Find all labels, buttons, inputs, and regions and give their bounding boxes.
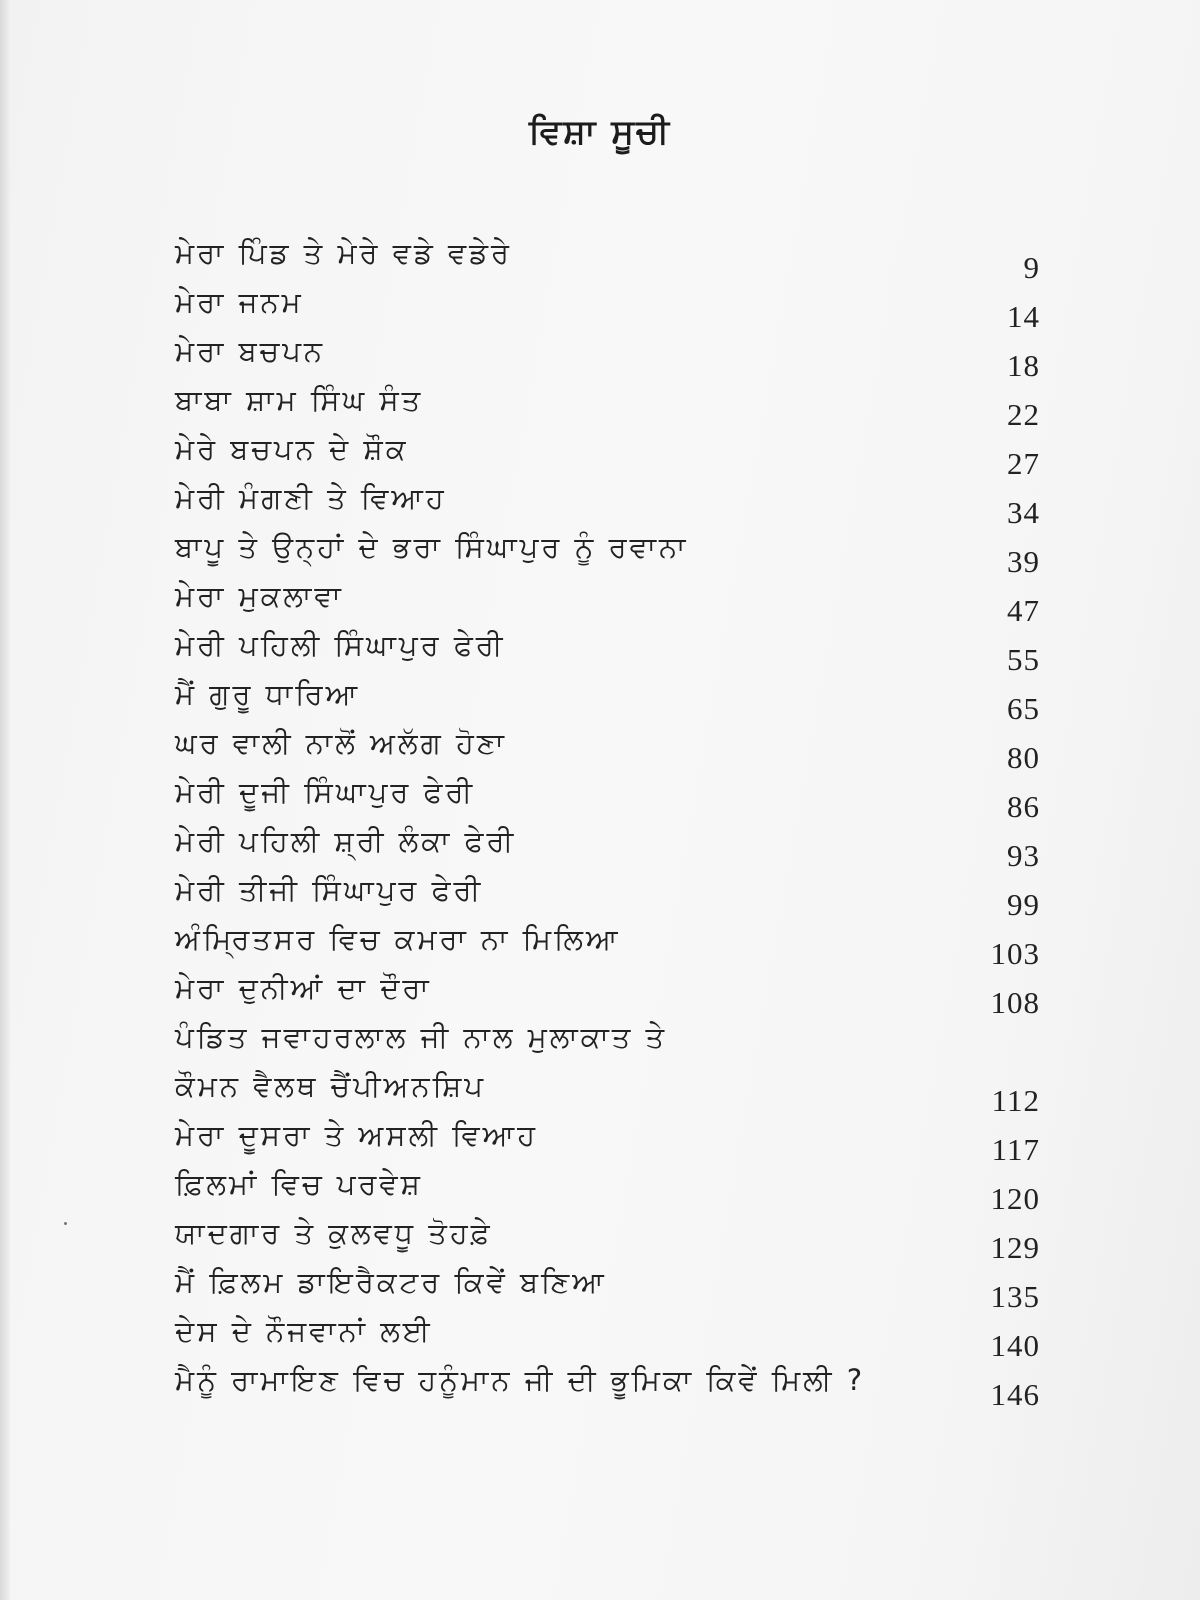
toc-entry-page-number: 86: [1007, 789, 1040, 824]
toc-entry-page-number: 99: [1007, 887, 1040, 922]
toc-entry-title: ਦੇਸ ਦੇ ਨੌਜਵਾਨਾਂ ਲਈ: [175, 1314, 433, 1348]
toc-entry-title: ਮੈਨੂੰ ਰਾਮਾਇਣ ਵਿਚ ਹਨੂੰਮਾਨ ਜੀ ਦੀ ਭੂਮਿਕਾ ਕਿਵੇਂ ਮਿਲੀ ?: [175, 1363, 866, 1397]
toc-entry-page-number: 47: [1007, 593, 1040, 628]
toc-entry: [0, 1265, 1200, 1314]
toc-entry-page-number: 129: [990, 1230, 1040, 1265]
toc-entry: [0, 971, 1200, 1020]
page-title: ਵਿਸ਼ਾ ਸੂਚੀ: [528, 112, 672, 152]
toc-entry-title: ਮੇਰਾ ਪਿੰਡ ਤੇ ਮੇਰੇ ਵਡੇ ਵਡੇਰੇ: [175, 236, 512, 270]
toc-entry: [0, 530, 1200, 579]
toc-entry-title: ਮੇਰਾ ਬਚਪਨ: [175, 334, 326, 368]
toc-entry-title: ਮੇਰਾ ਮੁਕਲਾਵਾ: [175, 579, 344, 613]
toc-entry-title: ਯਾਦਗਾਰ ਤੇ ਕੁਲਵਧੂ ਤੋਹਫ਼ੇ: [175, 1216, 493, 1250]
toc-entry-page-number: 103: [990, 936, 1040, 971]
toc-entry-title: ਮੇਰੀ ਪਹਿਲੀ ਸ਼੍ਰੀ ਲੰਕਾ ਫੇਰੀ: [175, 824, 517, 858]
paper-speck: [64, 1222, 67, 1225]
toc-entry: [0, 873, 1200, 922]
toc-entry: [0, 1167, 1200, 1216]
toc-entry: [0, 481, 1200, 530]
toc-entry-title: ਬਾਬਾ ਸ਼ਾਮ ਸਿੰਘ ਸੰਤ: [175, 383, 424, 417]
toc-entry: [0, 628, 1200, 677]
toc-entry-page-number: 140: [990, 1328, 1040, 1363]
toc-entry-title: ਪੰਡਿਤ ਜਵਾਹਰਲਾਲ ਜੀ ਨਾਲ ਮੁਲਾਕਾਤ ਤੇ: [175, 1020, 668, 1054]
toc-entry-title: ਕੌਮਨ ਵੈਲਥ ਚੈਂਪੀਅਨਸ਼ਿਪ: [175, 1069, 486, 1103]
toc-entry-page-number: 27: [1007, 446, 1040, 481]
toc-entry-title: ਘਰ ਵਾਲੀ ਨਾਲੋਂ ਅਲੱਗ ਹੋਣਾ: [175, 726, 507, 760]
toc-entry-title: ਮੇਰਾ ਦੁਨੀਆਂ ਦਾ ਦੌਰਾ: [175, 971, 432, 1005]
toc-entry-page-number: 39: [1007, 544, 1040, 579]
toc-entry: [0, 432, 1200, 481]
toc-entry: [0, 1363, 1200, 1412]
toc-entry-page-number: 34: [1007, 495, 1040, 530]
toc-entry-page-number: 112: [991, 1083, 1040, 1118]
toc-entry: [0, 677, 1200, 726]
toc-entry-page-number: 108: [990, 985, 1040, 1020]
toc-entry: [0, 726, 1200, 775]
toc-entry: [0, 285, 1200, 334]
toc-entry: [0, 236, 1200, 285]
toc-entry-title: ਮੇਰੀ ਮੰਗਣੀ ਤੇ ਵਿਆਹ: [175, 481, 447, 515]
toc-entry: [0, 922, 1200, 971]
toc-entry-page-number: 22: [1007, 397, 1040, 432]
toc-entry-page-number: 9: [1023, 250, 1040, 285]
toc-entry-page-number: 65: [1007, 691, 1040, 726]
toc-entry: [0, 1020, 1200, 1069]
toc-entry-page-number: 117: [991, 1132, 1040, 1167]
toc-entry-title: ਮੇਰਾ ਜਨਮ: [175, 285, 304, 319]
toc-entry: [0, 579, 1200, 628]
toc-entry-page-number: 146: [990, 1377, 1040, 1412]
toc-entry: [0, 383, 1200, 432]
toc-entry: [0, 775, 1200, 824]
toc-entry-title: ਮੇਰਾ ਦੂਸਰਾ ਤੇ ਅਸਲੀ ਵਿਆਹ: [175, 1118, 539, 1152]
toc-entry: [0, 824, 1200, 873]
toc-entry-page-number: 14: [1007, 299, 1040, 334]
toc-entry-page-number: 93: [1007, 838, 1040, 873]
table-of-contents: [0, 236, 1200, 1412]
toc-entry-title: ਮੇਰੀ ਤੀਜੀ ਸਿੰਘਾਪੁਰ ਫੇਰੀ: [175, 873, 484, 907]
toc-entry-title: ਮੈਂ ਫ਼ਿਲਮ ਡਾਇਰੈਕਟਰ ਕਿਵੇਂ ਬਣਿਆ: [175, 1265, 607, 1299]
toc-entry-page-number: 80: [1007, 740, 1040, 775]
toc-entry-title: ਮੈਂ ਗੁਰੂ ਧਾਰਿਆ: [175, 677, 361, 711]
toc-entry-title: ਮੇਰੀ ਪਹਿਲੀ ਸਿੰਘਾਪੁਰ ਫੇਰੀ: [175, 628, 506, 662]
toc-entry: [0, 1314, 1200, 1363]
toc-entry-page-number: 18: [1007, 348, 1040, 383]
toc-entry-title: ਮੇਰੀ ਦੂਜੀ ਸਿੰਘਾਪੁਰ ਫੇਰੀ: [175, 775, 476, 809]
toc-entry-title: ਬਾਪੂ ਤੇ ਉਨ੍ਹਾਂ ਦੇ ਭਰਾ ਸਿੰਘਾਪੁਰ ਨੂੰ ਰਵਾਨਾ: [175, 530, 689, 564]
toc-entry-page-number: 135: [990, 1279, 1040, 1314]
toc-entry-page-number: 120: [990, 1181, 1040, 1216]
toc-entry: [0, 1069, 1200, 1118]
toc-entry-title: ਫ਼ਿਲਮਾਂ ਵਿਚ ਪਰਵੇਸ਼: [175, 1167, 423, 1201]
toc-entry: [0, 334, 1200, 383]
toc-entry-title: ਅੰਮ੍ਰਿਤਸਰ ਵਿਚ ਕਮਰਾ ਨਾ ਮਿਲਿਆ: [175, 922, 621, 956]
toc-entry-page-number: 55: [1007, 642, 1040, 677]
toc-entry-title: ਮੇਰੇ ਬਚਪਨ ਦੇ ਸ਼ੌਕ: [175, 432, 409, 466]
toc-entry: [0, 1216, 1200, 1265]
toc-entry: [0, 1118, 1200, 1167]
